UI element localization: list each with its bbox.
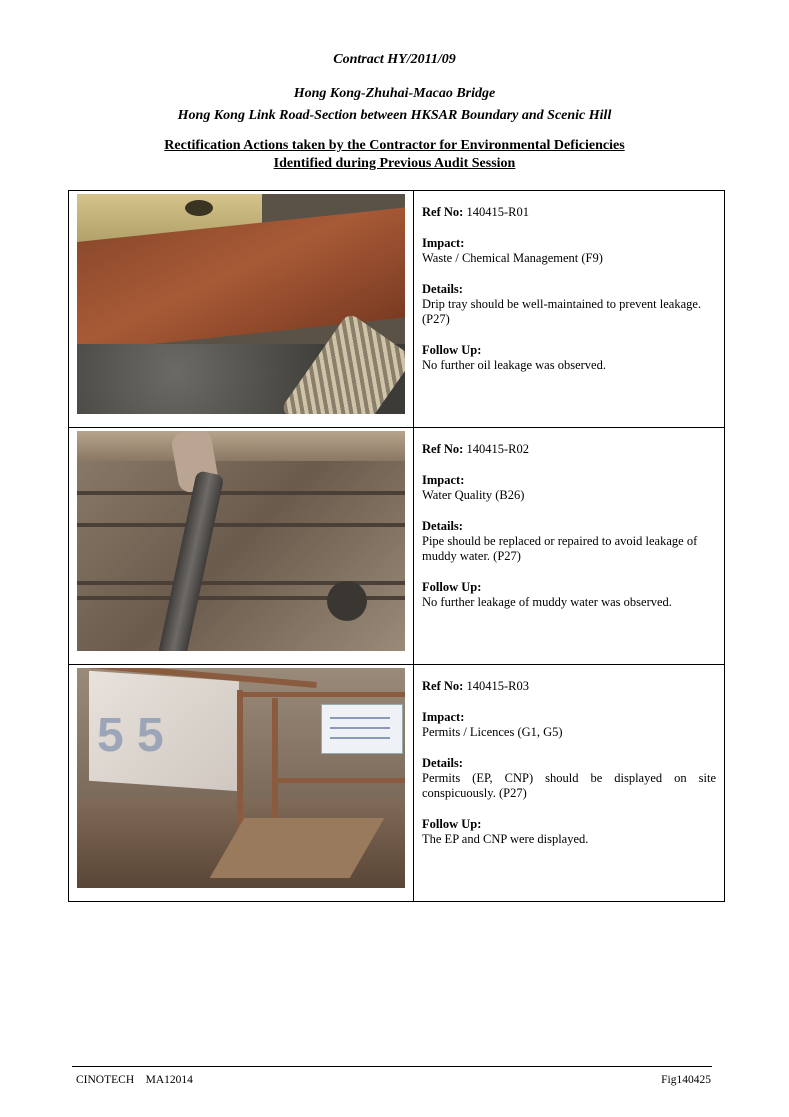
- ref-value: 140415-R01: [466, 205, 529, 219]
- site-photo-drip-tray: [77, 194, 405, 414]
- table-row: [69, 191, 725, 428]
- footer-divider: [72, 1066, 712, 1067]
- table-row: [69, 665, 725, 902]
- follow-up-value: The EP and CNP were displayed.: [422, 832, 589, 846]
- ref-line: [422, 442, 716, 457]
- follow-up-label: Follow Up:: [422, 580, 482, 594]
- footer-figure-number: Fig140425: [661, 1074, 711, 1086]
- ref-value: 140415-R02: [466, 442, 529, 456]
- ref-label: Ref No:: [422, 679, 464, 693]
- ref-value: 140415-R03: [466, 679, 529, 693]
- impact-value: Water Quality (B26): [422, 488, 525, 502]
- ref-label: Ref No:: [422, 442, 464, 456]
- follow-up-label: Follow Up:: [422, 343, 482, 357]
- site-photo-pipe: [77, 431, 405, 651]
- details-label: Details:: [422, 519, 463, 533]
- details-cell: [414, 665, 725, 902]
- project-name: Hong Kong-Zhuhai-Macao Bridge: [293, 86, 496, 101]
- follow-up-value: No further leakage of muddy water was observed.: [422, 595, 672, 609]
- details-value: Permits (EP, CNP) should be displayed on site conspicuously. (P27): [422, 771, 716, 800]
- project-section: Hong Kong Link Road-Section between HKSAR Boundary and Scenic Hill: [177, 108, 612, 123]
- details-label: Details:: [422, 756, 463, 770]
- photo-cell: [69, 428, 414, 665]
- follow-up-label: Follow Up:: [422, 817, 482, 831]
- ref-line: [422, 679, 716, 694]
- contract-number: Contract HY/2011/09: [333, 52, 456, 67]
- ref-label: Ref No:: [422, 205, 464, 219]
- details-cell: [414, 428, 725, 665]
- page-title-line1: Rectification Actions taken by the Contractor for Environmental Deficiencies: [164, 138, 625, 153]
- details-value: Drip tray should be well-maintained to prevent leakage. (P27): [422, 297, 702, 326]
- details-value: Pipe should be replaced or repaired to avoid leakage of muddy water. (P27): [422, 534, 698, 563]
- rectification-table: [68, 190, 725, 902]
- table-row: [69, 428, 725, 665]
- details-cell: [414, 191, 725, 428]
- details-label: Details:: [422, 282, 463, 296]
- footer-company: CINOTECH MA12014: [76, 1074, 193, 1086]
- photo-cell: [69, 191, 414, 428]
- impact-label: Impact:: [422, 473, 465, 487]
- follow-up-value: No further oil leakage was observed.: [422, 358, 606, 372]
- photo-cell: [69, 665, 414, 902]
- impact-value: Permits / Licences (G1, G5): [422, 725, 563, 739]
- impact-label: Impact:: [422, 236, 465, 250]
- page-title-line2: Identified during Previous Audit Session: [273, 156, 516, 171]
- impact-label: Impact:: [422, 710, 465, 724]
- ref-line: [422, 205, 716, 220]
- impact-value: Waste / Chemical Management (F9): [422, 251, 603, 265]
- site-photo-permits: 5 5: [77, 668, 405, 888]
